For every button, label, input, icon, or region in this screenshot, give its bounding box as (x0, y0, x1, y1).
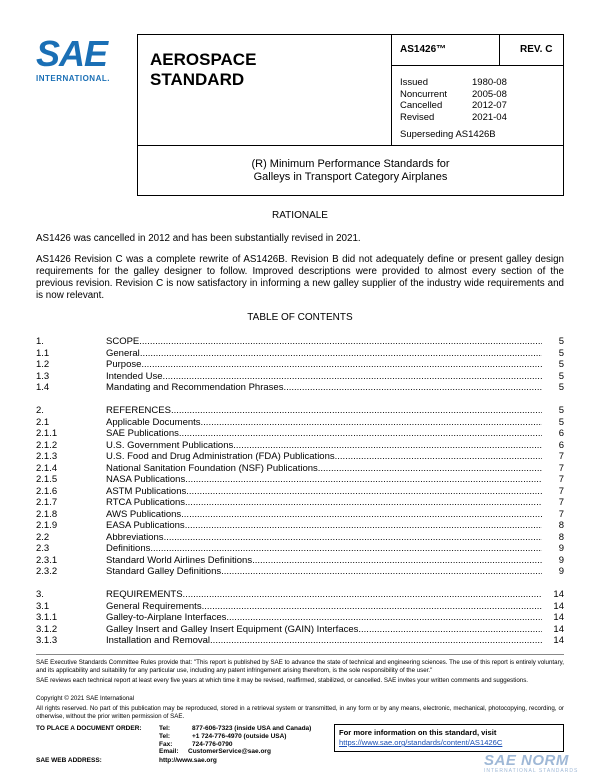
date-history (400, 77, 515, 123)
toc-entry-title: Intended Use (106, 370, 163, 382)
watermark-sub: INTERNATIONAL STANDARDS (484, 768, 579, 774)
rationale-paragraph-2: AS1426 Revision C was a complete rewrite of AS1426B. Revision B did not adequately define or present galley design requirements for the galley designer to follow. Improved descriptions were provided to almost every section of the previous revision. Revision C is now satisfactory in informing a new galley supplier of the industry wide requirements and is now relevant. (36, 254, 564, 301)
toc-entry-page: 14 (553, 612, 564, 623)
toc-leader-dots (141, 359, 542, 371)
toc-leader-dots (358, 624, 542, 636)
toc-entry-page: 6 (558, 439, 564, 451)
toc-leader-dots (318, 463, 542, 475)
toc-leader-dots (163, 371, 542, 383)
toc-entry-title: RTCA Publications (106, 497, 186, 508)
toc-entry-page: 14 (553, 589, 564, 600)
toc-leader-dots (283, 382, 542, 394)
toc-entry-page: 9 (558, 543, 564, 554)
toc-entry-page: 8 (558, 520, 564, 531)
date-row-issued: Issued 1980-08 (400, 77, 507, 88)
toc-leader-dots (164, 532, 542, 544)
toc-heading: TABLE OF CONTENTS (247, 312, 353, 323)
toc-leader-dots (183, 589, 542, 601)
toc-entry[interactable] (36, 463, 564, 475)
toc-entry-number: 2.1.9 (36, 520, 58, 531)
toc-entry[interactable] (36, 635, 564, 647)
rationale-paragraph-1: AS1426 was cancelled in 2012 and has been substantially revised in 2021. (36, 233, 361, 244)
toc-entry-page: 5 (558, 336, 564, 347)
toc-entry-title: Abbreviations (106, 531, 164, 543)
toc-entry-page: 7 (558, 451, 564, 462)
logo-subtext: INTERNATIONAL. (36, 74, 110, 83)
toc-entry-title: Galley Insert and Galley Insert Equipment (GAIN) Interfaces (106, 623, 359, 635)
toc-entry-page: 8 (558, 531, 564, 543)
toc-entry[interactable] (36, 440, 564, 452)
toc-entry-number: 1.3 (36, 370, 50, 382)
toc-entry[interactable] (36, 474, 564, 486)
toc-entry-title: SAE Publications (106, 428, 179, 439)
toc-entry-number: 1.2 (36, 359, 50, 370)
toc-entry-page: 9 (558, 566, 564, 577)
toc-entry-page: 7 (558, 485, 564, 497)
toc-entry-title: General Requirements (106, 600, 202, 612)
toc-entry-page: 7 (558, 497, 564, 508)
toc-entry-number: 2.2 (36, 531, 50, 543)
toc-entry-title: Standard Galley Definitions (106, 566, 222, 577)
toc-entry-page: 14 (553, 623, 564, 635)
copyright: Copyright © 2021 SAE International (36, 695, 135, 702)
toc-entry-page: 5 (558, 370, 564, 382)
toc-entry[interactable] (36, 382, 564, 394)
review-notice: SAE reviews each technical report at least every five years at which time it may be revised, reaffirmed, stabilized, or cancelled. SAE invites your written comments and suggestions. (36, 677, 529, 684)
toc-entry[interactable] (36, 348, 564, 360)
toc-entry[interactable] (36, 405, 564, 417)
toc-entry[interactable] (36, 359, 564, 371)
toc-entry-number: 2.1 (36, 416, 50, 428)
toc-entry[interactable] (36, 566, 564, 578)
toc-entry[interactable] (36, 589, 564, 601)
toc-leader-dots (201, 417, 542, 429)
rules-notice: SAE Executive Standards Committee Rules provide that: "This report is published by SAE to advance the state of technical and engineering sciences. The use of this report is entirely voluntary, and its applicability and suitability for any particular use, including any patent infringement arising therefrom, is the sole responsibility of the user." (36, 659, 564, 674)
toc-entry-page: 14 (553, 635, 564, 646)
date-row-cancelled: Cancelled 2012-07 (400, 100, 507, 111)
toc-entry-number: 3. (36, 589, 44, 600)
toc-entry-number: 2.1.1 (36, 428, 58, 439)
document-number: AS1426™ (400, 44, 447, 55)
watermark: SAE NORM (484, 752, 569, 769)
toc-leader-dots (171, 405, 542, 417)
toc-entry-number: 3.1.3 (36, 635, 58, 646)
document-title: (R) Minimum Performance Standards for Galleys in Transport Category Airplanes (251, 158, 450, 183)
toc-entry-number: 2.1.4 (36, 462, 58, 474)
toc-entry-number: 3.1.1 (36, 612, 58, 623)
toc-entry[interactable] (36, 624, 564, 636)
toc-entry-page: 5 (558, 405, 564, 416)
toc-leader-dots (221, 566, 542, 578)
toc-entry[interactable] (36, 555, 564, 567)
toc-entry-number: 2.1.8 (36, 508, 58, 520)
superseding-note: Superseding AS1426B (400, 129, 496, 140)
toc-entry-number: 1. (36, 336, 44, 347)
toc-entry-number: 1.1 (36, 347, 50, 359)
toc-entry[interactable] (36, 417, 564, 429)
rights-notice: All rights reserved. No part of this publication may be reproduced, stored in a retrieval system or transmitted, in any form or by any means, electronic, mechanical, photocopying, recording, or otherwise, without the prior written permission of SAE. (36, 705, 564, 720)
toc-leader-dots (140, 348, 542, 360)
toc-entry-title: Definitions (106, 543, 151, 554)
toc-entry-page: 7 (558, 462, 564, 474)
toc-entry-title: U.S. Government Publications (106, 439, 234, 451)
web-address[interactable]: http://www.sae.org (159, 757, 217, 764)
toc-entry-number: 2.1.2 (36, 439, 58, 451)
toc-leader-dots (186, 486, 542, 498)
toc-leader-dots (185, 520, 542, 532)
toc-entry-title: General (106, 347, 140, 359)
toc-leader-dots (179, 428, 542, 440)
toc-entry[interactable] (36, 543, 564, 555)
toc-entry-page: 14 (553, 600, 564, 612)
toc-entry[interactable] (36, 509, 564, 521)
toc-leader-dots (233, 440, 542, 452)
toc-leader-dots (210, 635, 542, 647)
date-row-noncurrent: Noncurrent 2005-08 (400, 88, 507, 100)
revision-label: REV. C (520, 44, 553, 55)
rationale-heading: RATIONALE (272, 210, 328, 221)
table-of-contents (36, 336, 564, 647)
toc-entry-title: Purpose (106, 359, 142, 370)
toc-entry-title: AWS Publications (106, 508, 182, 520)
toc-entry-title: ASTM Publications (106, 485, 187, 497)
toc-entry[interactable] (36, 601, 564, 613)
footer-divider (36, 654, 564, 655)
toc-entry-number: 2. (36, 405, 44, 416)
toc-entry-title: NASA Publications (106, 474, 186, 485)
standard-link[interactable]: https://www.sae.org/standards/content/AS1426C (339, 738, 503, 747)
toc-entry-number: 3.1 (36, 600, 50, 612)
toc-leader-dots (181, 509, 542, 521)
toc-leader-dots (226, 612, 542, 624)
toc-leader-dots (150, 543, 542, 555)
toc-entry-title: Standard World Airlines Definitions (106, 554, 253, 566)
standard-type-title: AEROSPACE STANDARD (150, 50, 257, 89)
toc-entry-page: 5 (558, 382, 564, 393)
toc-entry[interactable] (36, 612, 564, 624)
toc-entry[interactable] (36, 428, 564, 440)
toc-entry-page: 5 (558, 347, 564, 359)
toc-entry-number: 1.4 (36, 382, 50, 393)
toc-entry-page: 7 (558, 508, 564, 520)
toc-leader-dots (139, 336, 542, 348)
toc-leader-dots (202, 601, 542, 613)
toc-entry-title: Galley-to-Airplane Interfaces (106, 612, 227, 623)
toc-entry[interactable] (36, 371, 564, 383)
toc-entry-number: 2.3 (36, 543, 50, 554)
toc-entry-number: 2.1.6 (36, 485, 58, 497)
toc-entry-page: 5 (558, 359, 564, 370)
toc-entry-title: REQUIREMENTS (106, 589, 183, 600)
toc-entry-number: 2.1.3 (36, 451, 58, 462)
toc-entry-page: 5 (558, 416, 564, 428)
toc-entry-title: EASA Publications (106, 520, 185, 531)
toc-entry-number: 2.3.1 (36, 554, 58, 566)
toc-leader-dots (185, 497, 542, 509)
toc-entry-number: 2.1.7 (36, 497, 58, 508)
sae-logo (36, 33, 120, 86)
toc-entry[interactable] (36, 451, 564, 463)
toc-entry-title: REFERENCES (106, 405, 171, 416)
date-row-revised: Revised 2021-04 (400, 111, 507, 123)
toc-entry-title: Installation and Removal (106, 635, 211, 646)
toc-leader-dots (252, 555, 542, 567)
toc-entry-number: 2.1.5 (36, 474, 58, 485)
toc-entry-title: Mandating and Recommendation Phrases (106, 382, 284, 393)
toc-leader-dots (335, 451, 542, 463)
toc-entry[interactable] (36, 486, 564, 498)
more-info-box (334, 724, 564, 752)
toc-entry-title: SCOPE (106, 336, 140, 347)
toc-entry-page: 9 (558, 554, 564, 566)
toc-entry-page: 6 (558, 428, 564, 439)
toc-entry-number: 2.3.2 (36, 566, 58, 577)
toc-entry[interactable] (36, 532, 564, 544)
toc-entry-page: 7 (558, 474, 564, 485)
toc-entry[interactable] (36, 497, 564, 509)
logo-mark: SAE (36, 33, 108, 74)
toc-entry-number: 3.1.2 (36, 623, 58, 635)
toc-entry[interactable] (36, 520, 564, 532)
toc-entry[interactable] (36, 336, 564, 348)
toc-entry-title: Applicable Documents (106, 416, 201, 428)
toc-entry-title: National Sanitation Foundation (NSF) Publications (106, 462, 318, 474)
web-address-label: SAE WEB ADDRESS: (36, 757, 102, 764)
more-info-heading: For more information on this standard, visit (339, 728, 497, 737)
toc-entry-title: U.S. Food and Drug Administration (FDA) Publications (106, 451, 335, 462)
toc-leader-dots (185, 474, 542, 486)
